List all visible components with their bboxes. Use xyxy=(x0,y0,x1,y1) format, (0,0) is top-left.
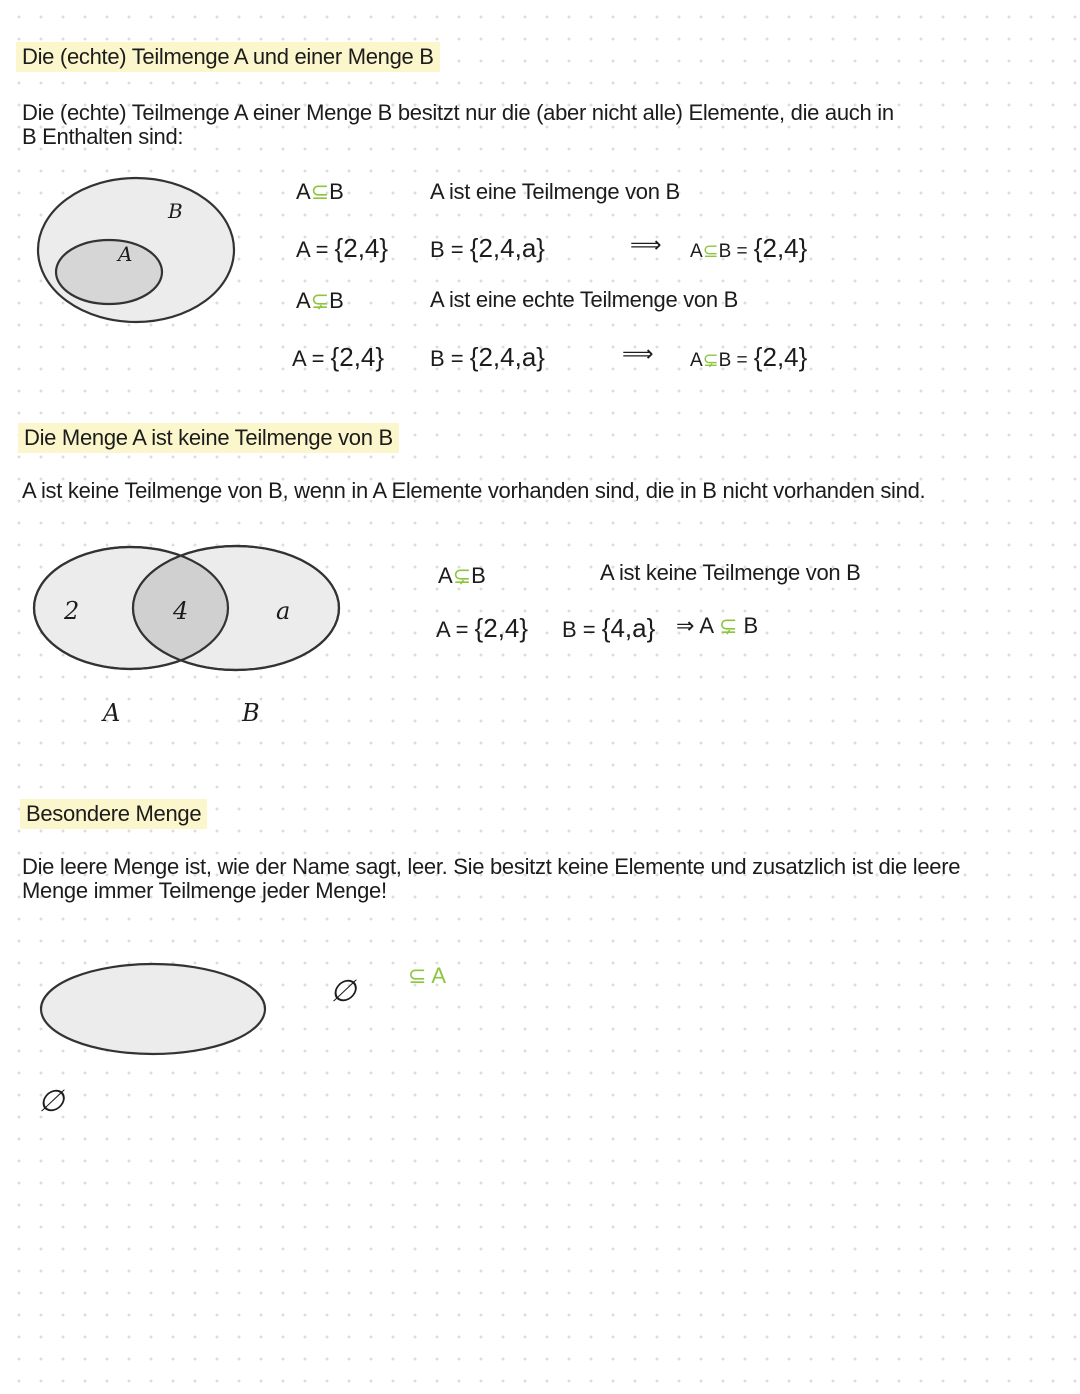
relation-left: A xyxy=(296,288,311,313)
venn-label-b: B xyxy=(242,699,260,727)
venn-element-only-b: a xyxy=(276,597,291,625)
subset-definition-line2: B Enthalten sind: xyxy=(22,124,184,149)
relation-subset-description: A ist eine Teilmenge von B xyxy=(430,179,680,204)
empty-set-diagram xyxy=(36,958,272,1062)
set-b-definition xyxy=(430,233,545,264)
implies-arrow: ⟹ xyxy=(630,232,662,257)
relation-not-subset-description: A ist keine Teilmenge von B xyxy=(600,560,861,585)
result-left: A xyxy=(699,613,713,638)
result-left: A xyxy=(690,350,703,371)
empty-set-formula-symbol: ∅ xyxy=(330,974,357,1009)
subset-symbol: ⊆ xyxy=(702,241,719,262)
set-a-definition-2 xyxy=(292,342,384,373)
empty-set-definition-line1: Die leere Menge ist, wie der Name sagt, leer. Sie besitzt keine Elemente und zusatzlich ist die leere xyxy=(22,854,961,879)
formula-right: A xyxy=(431,963,447,988)
set-a-eq: A = xyxy=(436,617,469,642)
relation-proper-subset-description: A ist eine echte Teilmenge von B xyxy=(430,287,738,312)
subset-definition-line1: Die (echte) Teilmenge A einer Menge B besitzt nur die (aber nicht alle) Elemente, die auch in xyxy=(22,100,894,125)
not-subset-result xyxy=(676,613,758,639)
set-b-eq: B = xyxy=(430,346,464,371)
proper-subset-symbol: ⊊ xyxy=(310,288,330,313)
result-set: {2,4} xyxy=(753,233,808,263)
subset-diagram-label-a: A xyxy=(118,242,133,266)
section-title-special-set: Besondere Menge xyxy=(20,799,207,829)
set-b-value: {2,4,a} xyxy=(469,233,545,263)
proper-subset-symbol: ⊊ xyxy=(702,350,719,371)
empty-set-subset-formula xyxy=(408,963,446,989)
intersection-result xyxy=(690,233,807,264)
implies-arrow: ⇒ xyxy=(676,613,695,638)
result-left: A xyxy=(690,241,703,262)
set-a-eq: A = xyxy=(296,237,329,262)
section-title-subset: Die (echte) Teilmenge A und einer Menge B xyxy=(16,42,440,72)
set-b-eq: B = xyxy=(562,617,596,642)
relation-right: B xyxy=(329,288,344,313)
set-b-definition-3 xyxy=(562,613,655,644)
intersection-result-2 xyxy=(690,342,807,373)
empty-set-definition-line2: Menge immer Teilmenge jeder Menge! xyxy=(22,878,387,903)
not-subset-definition: A ist keine Teilmenge von B, wenn in A Elemente vorhanden sind, die in B nicht vorhanden sind. xyxy=(22,478,926,503)
relation-left: A xyxy=(296,179,311,204)
set-b-value: {4,a} xyxy=(601,613,656,643)
proper-subset-symbol: ⊊ xyxy=(718,613,738,638)
set-a-value: {2,4} xyxy=(334,233,389,263)
venn-element-intersection: 4 xyxy=(173,597,189,625)
set-b-eq: B = xyxy=(430,237,464,262)
relation-proper-subset xyxy=(296,288,344,314)
set-a-value: {2,4} xyxy=(330,342,385,372)
subset-symbol: ⊆ xyxy=(310,179,330,204)
relation-left: A xyxy=(438,563,453,588)
implies-arrow-2: ⟹ xyxy=(622,341,654,366)
set-b-definition-2 xyxy=(430,342,545,373)
relation-right: B xyxy=(471,563,486,588)
section-title-not-subset: Die Menge A ist keine Teilmenge von B xyxy=(18,423,399,453)
subset-symbol: ⊆ xyxy=(408,963,427,988)
result-right: B = xyxy=(718,350,748,371)
result-right: B = xyxy=(718,241,748,262)
relation-right: B xyxy=(329,179,344,204)
set-b-value: {2,4,a} xyxy=(469,342,545,372)
subset-diagram-label-b: B xyxy=(168,199,183,223)
set-a-eq: A = xyxy=(292,346,325,371)
relation-not-subset xyxy=(438,563,486,589)
subset-diagram xyxy=(30,170,245,330)
set-a-definition-3 xyxy=(436,613,528,644)
proper-subset-symbol: ⊊ xyxy=(452,563,472,588)
venn-element-only-a: 2 xyxy=(64,597,80,625)
result-set: {2,4} xyxy=(753,342,808,372)
result-right: B xyxy=(743,613,759,638)
set-a-value: {2,4} xyxy=(474,613,529,643)
relation-subset xyxy=(296,179,344,205)
set-a-definition xyxy=(296,233,388,264)
venn-label-a: A xyxy=(103,699,121,727)
empty-set-symbol-icon: ∅ xyxy=(38,1084,65,1119)
